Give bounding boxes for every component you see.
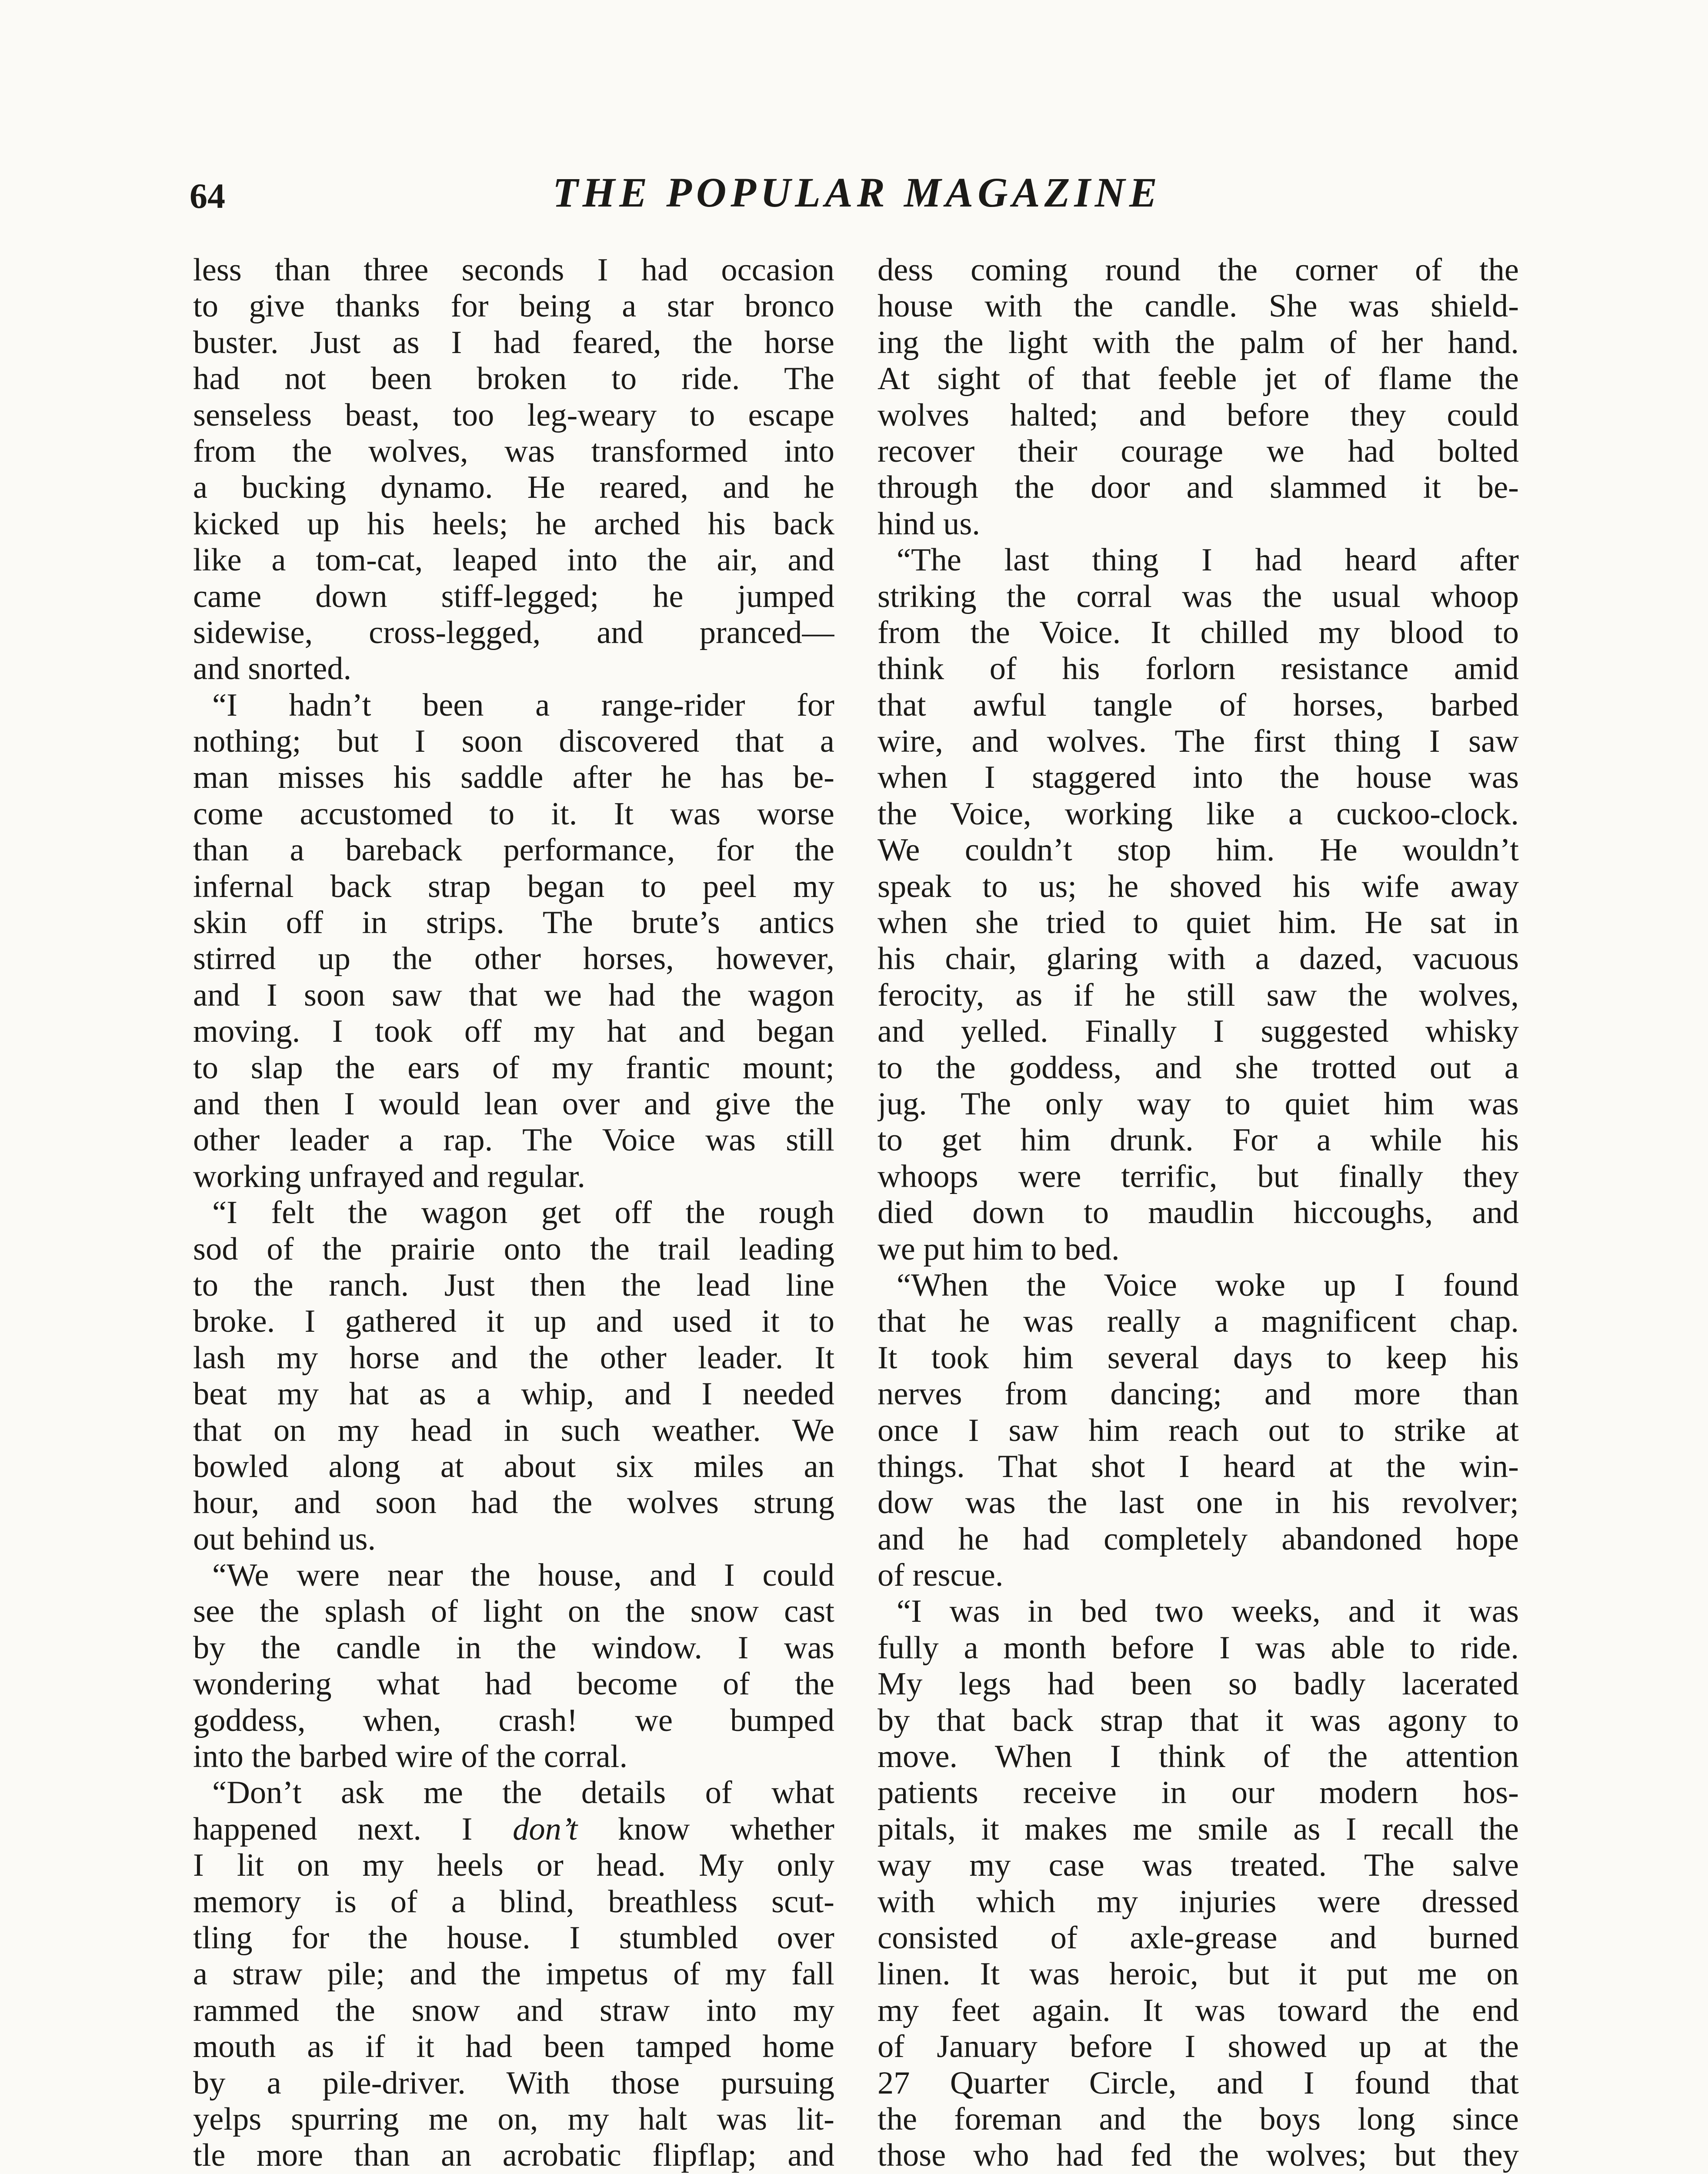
text-line: kicked up his heels; he arched his back bbox=[193, 506, 834, 542]
text-line: tle more than an acrobatic flipflap; and bbox=[193, 2137, 834, 2174]
text-line: senseless beast, too leg-weary to escape bbox=[193, 397, 834, 433]
text-line: less than three seconds I had occasion bbox=[193, 252, 834, 288]
text-line: out behind us. bbox=[193, 1521, 376, 1557]
text-line: we put him to bed. bbox=[877, 1231, 1120, 1267]
text-line: We couldn’t stop him. He wouldn’t bbox=[877, 832, 1519, 868]
text-column-left bbox=[193, 252, 834, 2174]
text-line: sod of the prairie onto the trail leading bbox=[193, 1231, 834, 1267]
text-line: consisted of axle-grease and burned bbox=[877, 1920, 1519, 1956]
text-line: and snorted. bbox=[193, 651, 352, 687]
text-line: think of his forlorn resistance amid bbox=[877, 651, 1519, 687]
text-column-right bbox=[877, 252, 1519, 2174]
text-segment: happened next. I bbox=[193, 1811, 513, 1847]
text-line: through the door and slammed it be- bbox=[877, 470, 1519, 506]
text-line: to the ranch. Just then the lead line bbox=[193, 1267, 834, 1303]
text-line: things. That shot I heard at the win- bbox=[877, 1448, 1519, 1484]
text-line: I lit on my heels or head. My only bbox=[193, 1847, 834, 1884]
text-line: and then I would lean over and give the bbox=[193, 1086, 834, 1122]
text-line: other leader a rap. The Voice was still bbox=[193, 1122, 834, 1158]
text-line: once I saw him reach out to strike at bbox=[877, 1412, 1519, 1448]
text-line: working unfrayed and regular. bbox=[193, 1158, 585, 1194]
text-line: ferocity, as if he still saw the wolves, bbox=[877, 977, 1519, 1013]
text-line: “Don’t ask me the details of what bbox=[212, 1775, 834, 1811]
text-line: came down stiff-legged; he jumped bbox=[193, 578, 834, 614]
page-number: 64 bbox=[190, 176, 225, 216]
text-line: and he had completely abandoned hope bbox=[877, 1521, 1519, 1557]
text-line: linen. It was heroic, but it put me on bbox=[877, 1956, 1519, 1992]
text-line: mouth as if it had been tamped home bbox=[193, 2029, 834, 2065]
text-line: memory is of a blind, breathless scut- bbox=[193, 1884, 834, 1920]
text-line: stirred up the other horses, however, bbox=[193, 941, 834, 977]
text-line: that on my head in such weather. We bbox=[193, 1412, 834, 1448]
text-line: to get him drunk. For a while his bbox=[877, 1122, 1519, 1158]
running-head bbox=[190, 164, 1525, 234]
text-line: jug. The only way to quiet him was bbox=[877, 1086, 1519, 1122]
text-line: rammed the snow and straw into my bbox=[193, 1992, 834, 2028]
text-line: into the barbed wire of the corral. bbox=[193, 1739, 628, 1775]
text-line: wire, and wolves. The first thing I saw bbox=[877, 724, 1519, 760]
text-line: infernal back strap began to peel my bbox=[193, 868, 834, 904]
text-line: bowled along at about six miles an bbox=[193, 1448, 834, 1484]
text-line: a straw pile; and the impetus of my fall bbox=[193, 1956, 834, 1992]
text-line: nerves from dancing; and more than bbox=[877, 1376, 1519, 1412]
text-line: way my case was treated. The salve bbox=[877, 1847, 1519, 1884]
text-line: his chair, glaring with a dazed, vacuous bbox=[877, 941, 1519, 977]
text-line: by a pile-driver. With those pursuing bbox=[193, 2065, 834, 2101]
text-line: the foreman and the boys long since bbox=[877, 2101, 1519, 2137]
text-line: house with the candle. She was shield- bbox=[877, 288, 1519, 324]
text-line: fully a month before I was able to ride. bbox=[877, 1630, 1519, 1666]
text-line: “We were near the house, and I could bbox=[212, 1557, 834, 1594]
text-line: to give thanks for being a star bronco bbox=[193, 288, 834, 324]
text-line: to slap the ears of my frantic mount; bbox=[193, 1050, 834, 1086]
text-line: move. When I think of the attention bbox=[877, 1739, 1519, 1775]
text-line: those who had fed the wolves; but they bbox=[877, 2137, 1519, 2174]
text-line: of January before I showed up at the bbox=[877, 2029, 1519, 2065]
text-line: to the goddess, and she trotted out a bbox=[877, 1050, 1519, 1086]
text-line: a bucking dynamo. He reared, and he bbox=[193, 470, 834, 506]
text-line: that awful tangle of horses, barbed bbox=[877, 687, 1519, 723]
text-line: come accustomed to it. It was worse bbox=[193, 796, 834, 832]
text-line: when I staggered into the house was bbox=[877, 760, 1519, 796]
text-line: by that back strap that it was agony to bbox=[877, 1702, 1519, 1738]
text-line: from the wolves, was transformed into bbox=[193, 433, 834, 469]
text-line: At sight of that feeble jet of flame the bbox=[877, 361, 1519, 397]
text-line: sidewise, cross-legged, and pranced— bbox=[193, 614, 834, 650]
text-line: dess coming round the corner of the bbox=[877, 252, 1519, 288]
text-line: dow was the last one in his revolver; bbox=[877, 1485, 1519, 1521]
text-line: nothing; but I soon discovered that a bbox=[193, 724, 834, 760]
text-line: recover their courage we had bolted bbox=[877, 433, 1519, 469]
text-line: 27 Quarter Circle, and I found that bbox=[877, 2065, 1519, 2101]
text-line: My legs had been so badly lacerated bbox=[877, 1666, 1519, 1702]
text-line: “I felt the wagon get off the rough bbox=[212, 1195, 834, 1231]
text-line: hour, and soon had the wolves strung bbox=[193, 1485, 834, 1521]
text-line: speak to us; he shoved his wife away bbox=[877, 868, 1519, 904]
text-line: “When the Voice woke up I found bbox=[897, 1267, 1519, 1303]
text-line: whoops were terrific, but finally they bbox=[877, 1158, 1519, 1194]
text-line: of rescue. bbox=[877, 1557, 1004, 1594]
text-line: when she tried to quiet him. He sat in bbox=[877, 905, 1519, 941]
text-line: lash my horse and the other leader. It bbox=[193, 1340, 834, 1376]
text-line: with which my injuries were dressed bbox=[877, 1884, 1519, 1920]
text-line: skin off in strips. The brute’s antics bbox=[193, 905, 834, 941]
text-line: It took him several days to keep his bbox=[877, 1340, 1519, 1376]
text-line: hind us. bbox=[877, 506, 980, 542]
text-line: the Voice, working like a cuckoo-clock. bbox=[877, 796, 1519, 832]
text-line: wondering what had become of the bbox=[193, 1666, 834, 1702]
magazine-title: THE POPULAR MAGAZINE bbox=[552, 169, 1162, 216]
text-line: beat my hat as a whip, and I needed bbox=[193, 1376, 834, 1412]
text-line: than a bareback performance, for the bbox=[193, 832, 834, 868]
text-line: died down to maudlin hiccoughs, and bbox=[877, 1195, 1519, 1231]
text-line: goddess, when, crash! we bumped bbox=[193, 1702, 834, 1738]
text-line bbox=[193, 1811, 834, 1847]
text-line: ing the light with the palm of her hand. bbox=[877, 324, 1519, 360]
text-line: had not been broken to ride. The bbox=[193, 361, 834, 397]
text-line: patients receive in our modern hos- bbox=[877, 1775, 1519, 1811]
text-line: “The last thing I had heard after bbox=[897, 542, 1519, 578]
text-line: “I was in bed two weeks, and it was bbox=[897, 1594, 1519, 1630]
text-line: yelps spurring me on, my halt was lit- bbox=[193, 2101, 834, 2137]
text-line: buster. Just as I had feared, the horse bbox=[193, 324, 834, 360]
text-line: by the candle in the window. I was bbox=[193, 1630, 834, 1666]
text-line: striking the corral was the usual whoop bbox=[877, 578, 1519, 614]
text-line: tling for the house. I stumbled over bbox=[193, 1920, 834, 1956]
text-line: like a tom-cat, leaped into the air, and bbox=[193, 542, 834, 578]
text-line: broke. I gathered it up and used it to bbox=[193, 1304, 834, 1340]
text-line: from the Voice. It chilled my blood to bbox=[877, 614, 1519, 650]
text-line: pitals, it makes me smile as I recall the bbox=[877, 1811, 1519, 1847]
text-line: man misses his saddle after he has be- bbox=[193, 760, 834, 796]
text-line: “I hadn’t been a range-rider for bbox=[212, 687, 834, 723]
text-line: my feet again. It was toward the end bbox=[877, 1992, 1519, 2028]
text-line: and yelled. Finally I suggested whisky bbox=[877, 1014, 1519, 1050]
text-line: wolves halted; and before they could bbox=[877, 397, 1519, 433]
text-line: see the splash of light on the snow cast bbox=[193, 1594, 834, 1630]
text-line: that he was really a magnificent chap. bbox=[877, 1304, 1519, 1340]
text-line: and I soon saw that we had the wagon bbox=[193, 977, 834, 1013]
text-segment: know whether bbox=[577, 1811, 834, 1847]
text-line: moving. I took off my hat and began bbox=[193, 1014, 834, 1050]
italic-emphasis: don’t bbox=[513, 1811, 578, 1847]
